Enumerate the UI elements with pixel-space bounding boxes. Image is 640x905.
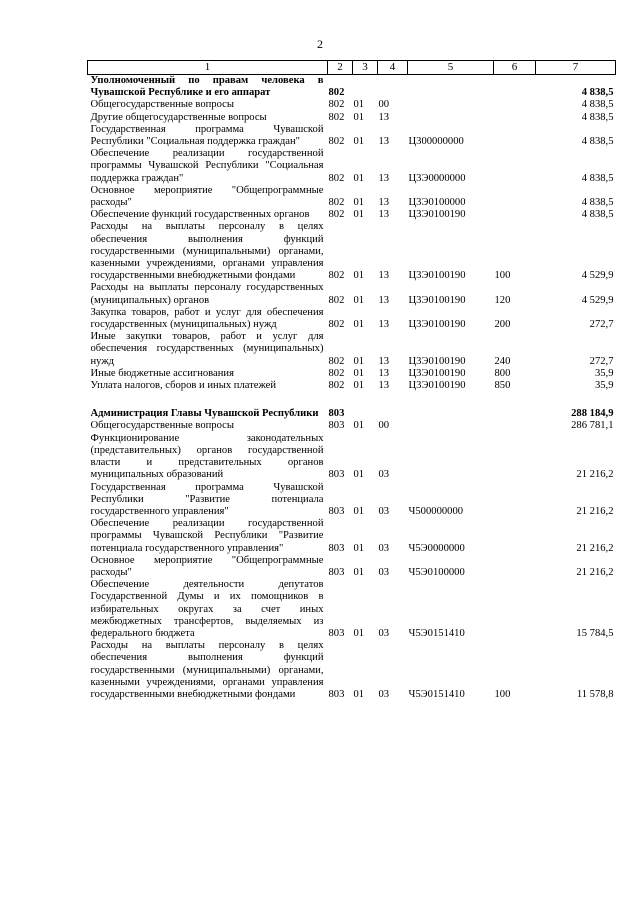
table-row bbox=[88, 124, 616, 148]
row-code-subsection: 13 bbox=[378, 270, 390, 282]
column-header: 4 bbox=[378, 61, 408, 75]
table-row bbox=[88, 282, 616, 306]
row-code-target: Ц300000000 bbox=[408, 136, 464, 148]
spacer-cell bbox=[88, 392, 616, 408]
row-code-expense-type bbox=[494, 555, 536, 579]
row-code-expense-type bbox=[494, 148, 536, 185]
row-code-section: 01 bbox=[353, 542, 365, 554]
row-code-subsection: 13 bbox=[378, 380, 390, 392]
row-code-ministry: 803 bbox=[328, 627, 345, 639]
row-amount: 4 838,5 bbox=[581, 87, 614, 99]
column-header: 6 bbox=[494, 61, 536, 75]
table-row bbox=[88, 380, 616, 392]
row-code-target: Ч500000000 bbox=[408, 505, 464, 517]
row-code-ministry: 802 bbox=[328, 355, 345, 367]
row-code-subsection: 13 bbox=[378, 111, 390, 123]
row-name: Обеспечение деятельности депутатов Государственной Думы и их помощников в избирательных округах за счет иных межбюджетных трансфертов, выделяемых из федерального бюджета bbox=[90, 579, 324, 639]
row-code-subsection: 13 bbox=[378, 209, 390, 221]
table-row bbox=[88, 75, 616, 100]
row-code-target bbox=[408, 408, 494, 420]
row-code-subsection bbox=[378, 75, 408, 100]
row-amount: 4 838,5 bbox=[581, 209, 614, 221]
row-code-ministry: 802 bbox=[328, 319, 345, 331]
row-name: Государственная программа Чувашской Республики "Социальная поддержка граждан" bbox=[90, 123, 324, 148]
row-code-expense-type bbox=[494, 408, 536, 420]
row-code-expense-type: 120 bbox=[494, 294, 511, 306]
row-code-section: 01 bbox=[353, 688, 365, 700]
table-row bbox=[88, 579, 616, 640]
row-code-target bbox=[408, 75, 494, 100]
table-row bbox=[88, 185, 616, 209]
row-code-section: 01 bbox=[353, 367, 365, 379]
table-row bbox=[88, 408, 616, 420]
row-name: Администрация Главы Чувашской Республики bbox=[90, 408, 319, 420]
row-code-ministry: 802 bbox=[328, 367, 345, 379]
table-row bbox=[88, 148, 616, 185]
row-name: Расходы на выплаты персоналу в целях обеспечения выполнения функций государственными (муниципальными) органами, казенными учреждениями, органами управления государственными внебюджетными фондами bbox=[90, 221, 324, 282]
row-name: Общегосударственные вопросы bbox=[90, 420, 234, 432]
row-code-ministry: 802 bbox=[328, 99, 345, 111]
row-code-subsection: 03 bbox=[378, 688, 390, 700]
row-code-target: Ц3Э0100190 bbox=[408, 367, 466, 379]
row-amount: 35,9 bbox=[594, 380, 614, 392]
table-row bbox=[88, 640, 616, 701]
column-header: 1 bbox=[88, 61, 328, 75]
row-code-expense-type bbox=[494, 433, 536, 482]
row-name: Общегосударственные вопросы bbox=[90, 99, 234, 111]
row-code-target: Ц3Э0100000 bbox=[408, 197, 466, 209]
column-header: 7 bbox=[536, 61, 616, 75]
table-header-row bbox=[88, 61, 616, 75]
row-code-expense-type bbox=[494, 518, 536, 555]
row-code-subsection: 03 bbox=[378, 469, 390, 481]
row-code-expense-type: 240 bbox=[494, 355, 511, 367]
row-amount: 4 838,5 bbox=[581, 99, 614, 111]
row-amount: 288 184,9 bbox=[571, 408, 614, 420]
row-amount: 272,7 bbox=[589, 355, 614, 367]
row-code-target: Ц3Э0100190 bbox=[408, 355, 466, 367]
row-code-subsection: 13 bbox=[378, 172, 390, 184]
row-amount: 4 838,5 bbox=[581, 111, 614, 123]
row-amount: 21 216,2 bbox=[576, 566, 614, 578]
row-amount: 11 578,8 bbox=[576, 688, 614, 700]
row-code-target: Ц3Э0100190 bbox=[408, 294, 466, 306]
row-code-section: 01 bbox=[353, 197, 365, 209]
row-code-target bbox=[408, 420, 494, 432]
table-row bbox=[88, 331, 616, 368]
row-code-expense-type bbox=[494, 185, 536, 209]
table-row bbox=[88, 221, 616, 282]
row-code-section: 01 bbox=[353, 319, 365, 331]
row-code-subsection: 03 bbox=[378, 542, 390, 554]
row-code-target: Ц3Э0100190 bbox=[408, 319, 466, 331]
table-row bbox=[88, 518, 616, 555]
row-code-target bbox=[408, 433, 494, 482]
row-code-target: Ч5Э0151410 bbox=[408, 627, 465, 639]
row-code-expense-type: 200 bbox=[494, 319, 511, 331]
row-code-target: Ц3Э0100190 bbox=[408, 209, 466, 221]
row-code-subsection: 03 bbox=[378, 627, 390, 639]
row-code-target: Ц3Э0100190 bbox=[408, 270, 466, 282]
row-code-ministry: 802 bbox=[328, 380, 345, 392]
row-name: Уполномоченный по правам человека в Чувашской Республике и его аппарат bbox=[90, 75, 324, 99]
row-name: Функционирование законодательных (представительных) органов государственной власти и представительных органов муниципальных образований bbox=[90, 432, 324, 481]
row-code-section: 01 bbox=[353, 172, 365, 184]
row-code-subsection: 13 bbox=[378, 355, 390, 367]
row-amount: 21 216,2 bbox=[576, 542, 614, 554]
row-amount: 286 781,1 bbox=[571, 420, 614, 432]
table-row bbox=[88, 482, 616, 519]
row-code-subsection: 13 bbox=[378, 319, 390, 331]
row-code-target bbox=[408, 99, 494, 111]
row-amount: 4 529,9 bbox=[581, 270, 614, 282]
row-name: Основное мероприятие "Общепрограммные расходы" bbox=[90, 554, 324, 578]
row-code-section: 01 bbox=[353, 111, 365, 123]
row-amount: 21 216,2 bbox=[576, 505, 614, 517]
row-code-expense-type bbox=[494, 579, 536, 640]
row-amount: 35,9 bbox=[594, 367, 614, 379]
row-name: Обеспечение реализации государственной программы Чувашской Республики "Развитие потенциала государственного управления" bbox=[90, 518, 324, 554]
column-header: 5 bbox=[408, 61, 494, 75]
row-code-ministry: 803 bbox=[328, 542, 345, 554]
table-row bbox=[88, 555, 616, 579]
row-code-expense-type: 100 bbox=[494, 270, 511, 282]
row-amount: 272,7 bbox=[589, 319, 614, 331]
row-amount: 21 216,2 bbox=[576, 469, 614, 481]
row-code-expense-type bbox=[494, 112, 536, 124]
table-row bbox=[88, 420, 616, 432]
row-code-ministry: 802 bbox=[328, 172, 345, 184]
column-header: 3 bbox=[353, 61, 378, 75]
row-code-section: 01 bbox=[353, 294, 365, 306]
table-spacer-row bbox=[88, 392, 616, 408]
row-code-subsection: 03 bbox=[378, 505, 390, 517]
row-code-ministry: 803 bbox=[328, 420, 345, 432]
row-code-ministry: 802 bbox=[328, 294, 345, 306]
row-code-section: 01 bbox=[353, 566, 365, 578]
row-code-target: Ч5Э0151410 bbox=[408, 688, 465, 700]
budget-table bbox=[87, 60, 616, 701]
row-code-section: 01 bbox=[353, 136, 365, 148]
table-row bbox=[88, 112, 616, 124]
row-code-expense-type bbox=[494, 75, 536, 100]
row-code-expense-type bbox=[494, 124, 536, 148]
row-name: Основное мероприятие "Общепрограммные расходы" bbox=[90, 184, 324, 209]
row-name: Государственная программа Чувашской Республики "Развитие потенциала государственного управления" bbox=[90, 481, 324, 517]
row-code-section: 01 bbox=[353, 270, 365, 282]
row-code-subsection: 03 bbox=[378, 566, 390, 578]
row-amount: 4 838,5 bbox=[581, 172, 614, 184]
row-code-subsection: 00 bbox=[378, 420, 390, 432]
row-name: Обеспечение реализации государственной программы Чувашской Республики "Социальная поддержка граждан" bbox=[90, 148, 324, 184]
row-code-ministry: 802 bbox=[328, 136, 345, 148]
row-code-section bbox=[353, 408, 378, 420]
row-code-ministry: 803 bbox=[328, 688, 345, 700]
row-code-ministry: 803 bbox=[328, 505, 345, 517]
row-code-ministry: 802 bbox=[328, 270, 345, 282]
row-code-expense-type: 850 bbox=[494, 380, 511, 392]
row-amount: 15 784,5 bbox=[576, 627, 614, 639]
row-code-subsection: 13 bbox=[378, 294, 390, 306]
row-code-subsection bbox=[378, 408, 408, 420]
row-code-section: 01 bbox=[353, 505, 365, 517]
page-number: 2 bbox=[317, 37, 323, 51]
row-name: Иные закупки товаров, работ и услуг для обеспечения государственных (муниципальных) нужд bbox=[90, 331, 324, 367]
row-code-target: Ц3Э0100190 bbox=[408, 380, 466, 392]
row-code-section: 01 bbox=[353, 469, 365, 481]
row-code-expense-type bbox=[494, 99, 536, 111]
row-code-section bbox=[353, 75, 378, 100]
row-code-section: 01 bbox=[353, 420, 365, 432]
row-code-section: 01 bbox=[353, 209, 365, 221]
row-code-ministry: 803 bbox=[328, 566, 345, 578]
row-name: Иные бюджетные ассигнования bbox=[90, 367, 234, 379]
row-code-target bbox=[408, 112, 494, 124]
row-code-ministry: 803 bbox=[328, 408, 345, 420]
table-row bbox=[88, 433, 616, 482]
column-header: 2 bbox=[328, 61, 353, 75]
row-code-subsection: 13 bbox=[378, 367, 390, 379]
row-code-target: Ч5Э0000000 bbox=[408, 542, 465, 554]
table-body bbox=[88, 75, 616, 702]
row-code-ministry: 802 bbox=[328, 209, 345, 221]
row-code-expense-type bbox=[494, 209, 536, 221]
row-code-target: Ц3Э0000000 bbox=[408, 172, 466, 184]
row-code-section: 01 bbox=[353, 380, 365, 392]
row-code-section: 01 bbox=[353, 355, 365, 367]
row-code-section: 01 bbox=[353, 627, 365, 639]
row-name: Расходы на выплаты персоналу в целях обеспечения выполнения функций государственными (муниципальными) органами, казенными учреждениями, органами управления государственными внебюджетными фондами bbox=[90, 640, 324, 700]
row-code-expense-type: 100 bbox=[494, 688, 511, 700]
row-amount: 4 838,5 bbox=[581, 136, 614, 148]
row-code-ministry: 802 bbox=[328, 87, 345, 99]
row-name: Уплата налогов, сборов и иных платежей bbox=[90, 380, 277, 392]
row-code-ministry: 802 bbox=[328, 111, 345, 123]
row-code-subsection: 00 bbox=[378, 99, 390, 111]
row-code-ministry: 803 bbox=[328, 469, 345, 481]
table-row bbox=[88, 209, 616, 221]
row-name: Расходы на выплаты персоналу государственных (муниципальных) органов bbox=[90, 282, 324, 306]
row-name: Другие общегосударственные вопросы bbox=[90, 111, 267, 123]
row-code-expense-type bbox=[494, 420, 536, 432]
table-row bbox=[88, 99, 616, 111]
row-code-expense-type: 800 bbox=[494, 367, 511, 379]
row-code-section: 01 bbox=[353, 99, 365, 111]
row-name: Обеспечение функций государственных органов bbox=[90, 209, 310, 221]
table-row bbox=[88, 307, 616, 331]
table-row bbox=[88, 368, 616, 380]
row-amount: 4 838,5 bbox=[581, 197, 614, 209]
row-amount: 4 529,9 bbox=[581, 294, 614, 306]
row-code-expense-type bbox=[494, 482, 536, 519]
row-code-ministry: 802 bbox=[328, 197, 345, 209]
row-code-target: Ч5Э0100000 bbox=[408, 566, 465, 578]
row-code-subsection: 13 bbox=[378, 136, 390, 148]
row-code-subsection: 13 bbox=[378, 197, 390, 209]
row-name: Закупка товаров, работ и услуг для обеспечения государственных (муниципальных) нужд bbox=[90, 306, 324, 331]
